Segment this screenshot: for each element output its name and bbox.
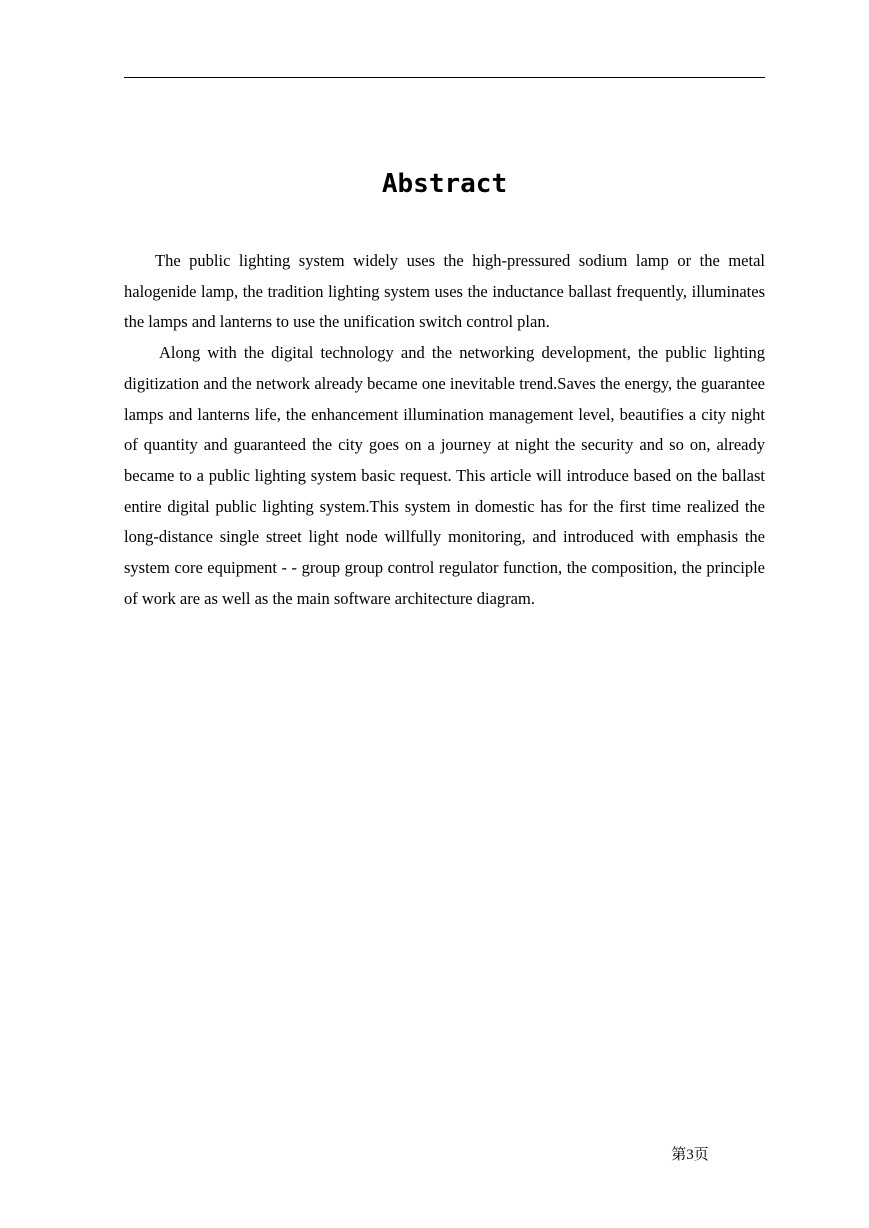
paragraph: Along with the digital technology and the networking development, the public lighting digitization and the network already became one inevitable trend.Saves the energy, the guarantee lamps and lanterns life, the enhancement illumination management level, beautifies a city night of quantity and guaranteed the city goes on a journey at night the security and so on, already became to a public lighting system basic request. This article will introduce based on the ballast entire digital public lighting system.This system in domestic has for the first time realized the long-distance single street light node willfully monitoring, and introduced with emphasis the system core equipment - - group group control regulator function, the composition, the principle of work are as well as the main software architecture diagram.	[124, 343, 765, 608]
abstract-body	[124, 246, 765, 614]
paragraph: The public lighting system widely uses the high-pressured sodium lamp or the metal halogenide lamp, the tradition lighting system uses the inductance ballast frequently, illuminates the lamps and lanterns to use the unification switch control plan.	[124, 251, 765, 332]
page-title: Abstract	[381, 169, 508, 199]
header-rule	[124, 77, 765, 78]
page-number: 第3页	[671, 1147, 709, 1163]
